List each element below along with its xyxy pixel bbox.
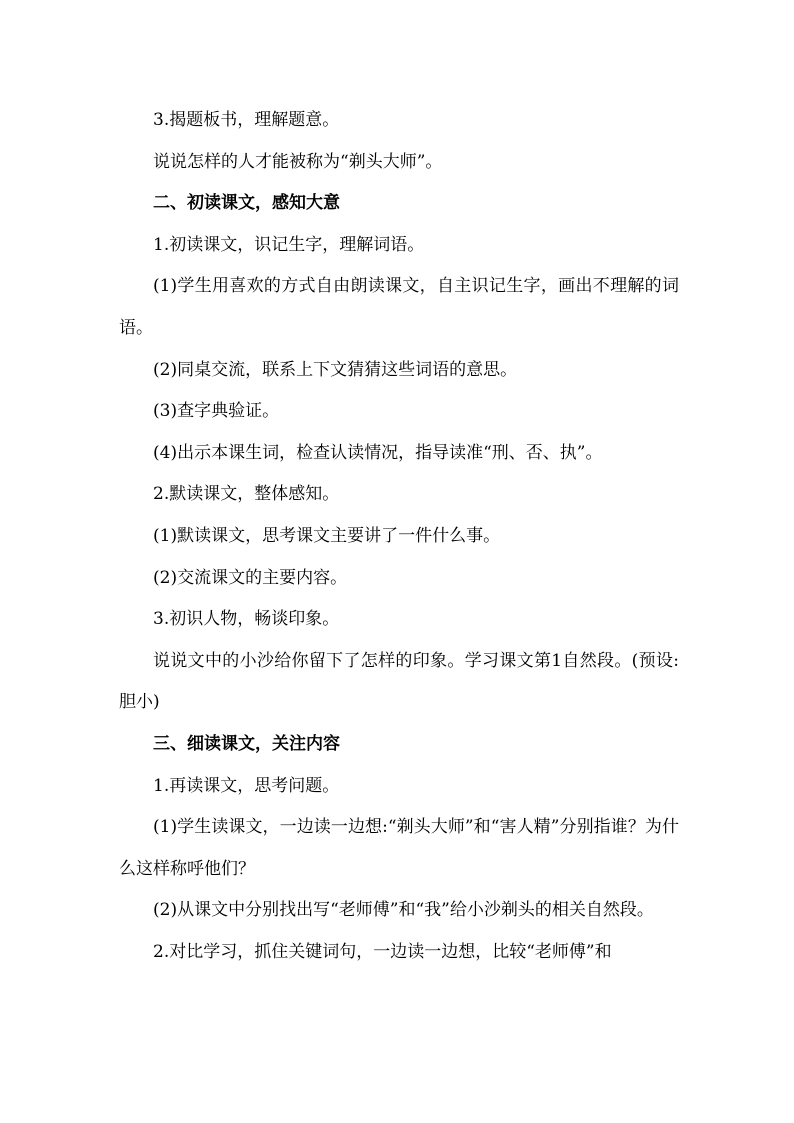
paragraph-sub-2-1: (1)默读课文，思考课文主要讲了一件什么事。: [153, 525, 501, 546]
paragraph-impression: 说说文中的小沙给你留下了怎样的印象。学习课文第1自然段。(预设:胆小): [119, 650, 679, 713]
paragraph-reread: 1.再读课文，思考问题。: [153, 775, 340, 796]
paragraph-sub-1: (1)学生用喜欢的方式自由朗读课文，自主识记生字，画出不理解的词语。: [119, 276, 679, 338]
paragraph-sub-3: (3)查字典验证。: [153, 401, 280, 422]
paragraph-step-2: 2.默读课文，整体感知。: [153, 484, 340, 505]
paragraph-reread-sub-2: (2)从课文中分别找出写“老师傅”和“我”给小沙剃头的相关自然段。: [153, 900, 654, 921]
paragraph-reread-sub-1: (1)学生读课文，一边读一边想:“剃头大师”和“害人精”分别指谁？为什么这样称呼他们？: [119, 817, 679, 879]
paragraph-question-master: 说说怎样的人才能被称为“剃头大师”。: [153, 151, 443, 172]
paragraph-step-1: 1.初读课文，识记生字，理解词语。: [153, 234, 425, 255]
section-heading-2: 二、初读课文，感知大意: [153, 193, 340, 214]
paragraph-compare: 2.对比学习，抓住关键词句，一边读一边想，比较“老师傅”和: [153, 941, 612, 962]
paragraph-step-3-title: 3.揭题板书，理解题意。: [153, 110, 340, 130]
document-body: [119, 100, 679, 973]
paragraph-sub-4: (4)出示本课生词，检查认读情况，指导读准“刑、否、执”。: [153, 442, 603, 463]
paragraph-sub-2-2: (2)交流课文的主要内容。: [153, 567, 348, 588]
paragraph-sub-2: (2)同桌交流，联系上下文猜猜这些词语的意思。: [153, 359, 518, 380]
paragraph-step-3: 3.初识人物，畅谈印象。: [153, 609, 340, 630]
section-heading-3: 三、细读课文，关注内容: [153, 733, 340, 754]
